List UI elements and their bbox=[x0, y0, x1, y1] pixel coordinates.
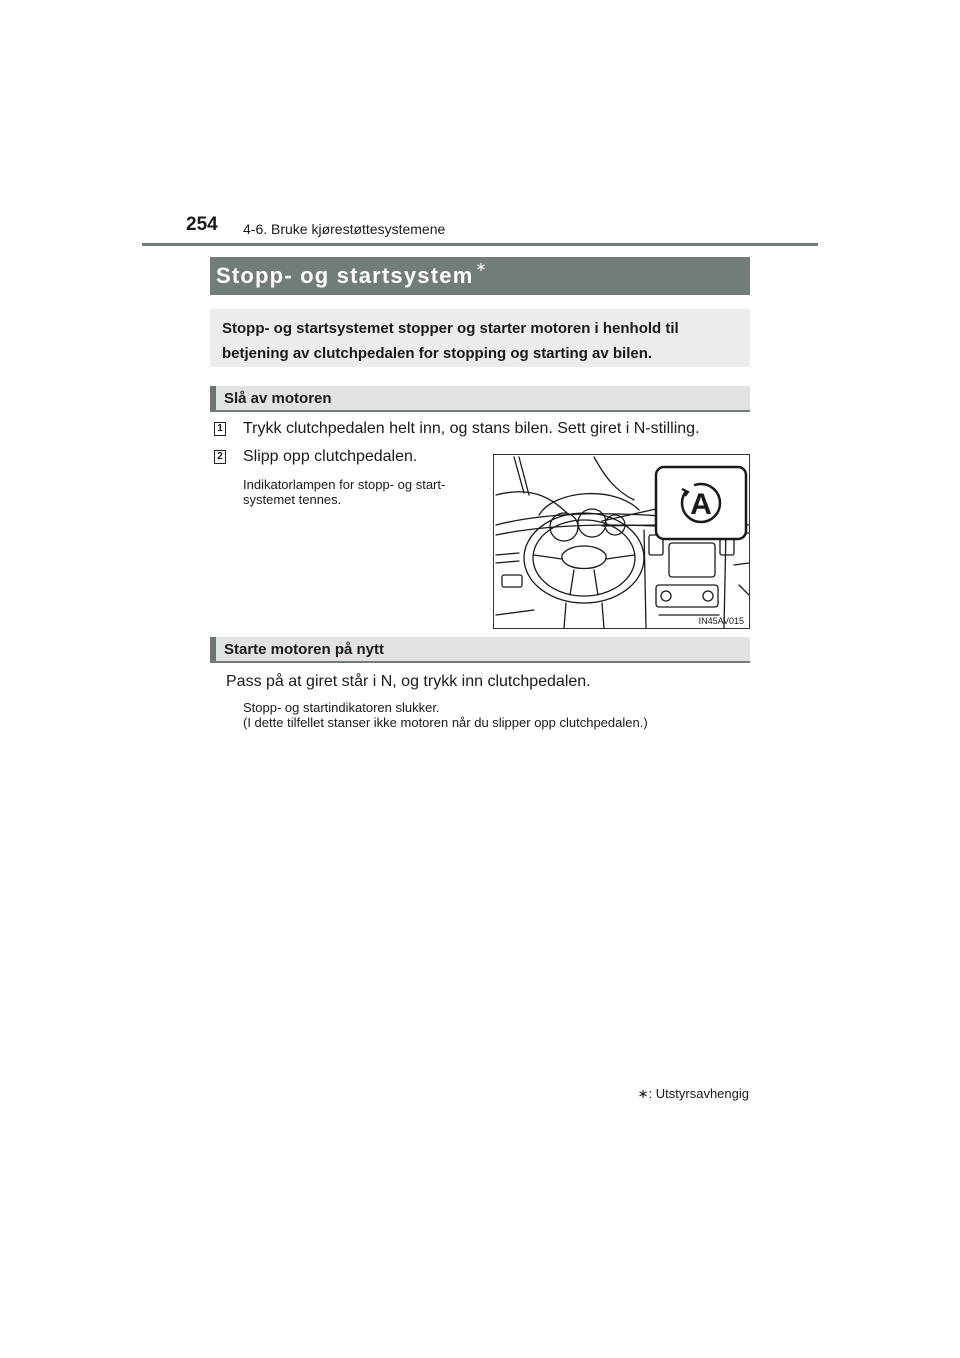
asterisk-icon: ∗ bbox=[475, 259, 487, 274]
intro-line-2: betjening av clutchpedalen for stopping og starting av bilen. bbox=[222, 345, 653, 362]
intro-box bbox=[210, 309, 750, 367]
restart-note bbox=[243, 700, 648, 730]
figure-code: IN45AV015 bbox=[698, 616, 744, 626]
running-header: 4-6. Bruke kjørestøttesystemene bbox=[243, 221, 446, 237]
step-text: Slipp opp clutchpedalen. bbox=[243, 448, 418, 465]
step-text: Trykk clutchpedalen helt inn, og stans bilen. Sett giret i N-stilling. bbox=[243, 420, 700, 437]
footnote bbox=[638, 1086, 749, 1102]
page-title-bar bbox=[210, 257, 750, 295]
callout-label: A bbox=[690, 488, 712, 521]
restart-instruction: Pass på at giret står i N, og trykk inn clutchpedalen. bbox=[226, 673, 591, 690]
note-line-2: systemet tennes. bbox=[243, 492, 342, 507]
page-number: 254 bbox=[186, 214, 218, 235]
note-line-1: Indikatorlampen for stopp- og start- bbox=[243, 477, 446, 492]
section-heading-restart-engine: Starte motoren på nytt bbox=[210, 637, 750, 663]
note-line-1: Stopp- og startindikatoren slukker. bbox=[243, 700, 440, 715]
page-title: Stopp- og startsystem bbox=[216, 263, 474, 288]
dashboard-illustration bbox=[493, 454, 750, 629]
step-number-badge: 1 bbox=[214, 422, 226, 436]
section-heading-stop-engine: Slå av motoren bbox=[210, 386, 750, 412]
footnote-text: : Utstyrsavhengig bbox=[648, 1086, 749, 1101]
header-rule bbox=[142, 243, 818, 246]
dashboard-drawing bbox=[494, 455, 749, 628]
step-number-badge: 2 bbox=[214, 450, 226, 464]
indicator-note bbox=[243, 477, 445, 507]
note-line-2: (I dette tilfellet stanser ikke motoren når du slipper opp clutchpedalen.) bbox=[243, 715, 648, 730]
intro-line-1: Stopp- og startsystemet stopper og starter motoren i henhold til bbox=[222, 320, 679, 337]
asterisk-icon: ∗ bbox=[637, 1086, 649, 1101]
